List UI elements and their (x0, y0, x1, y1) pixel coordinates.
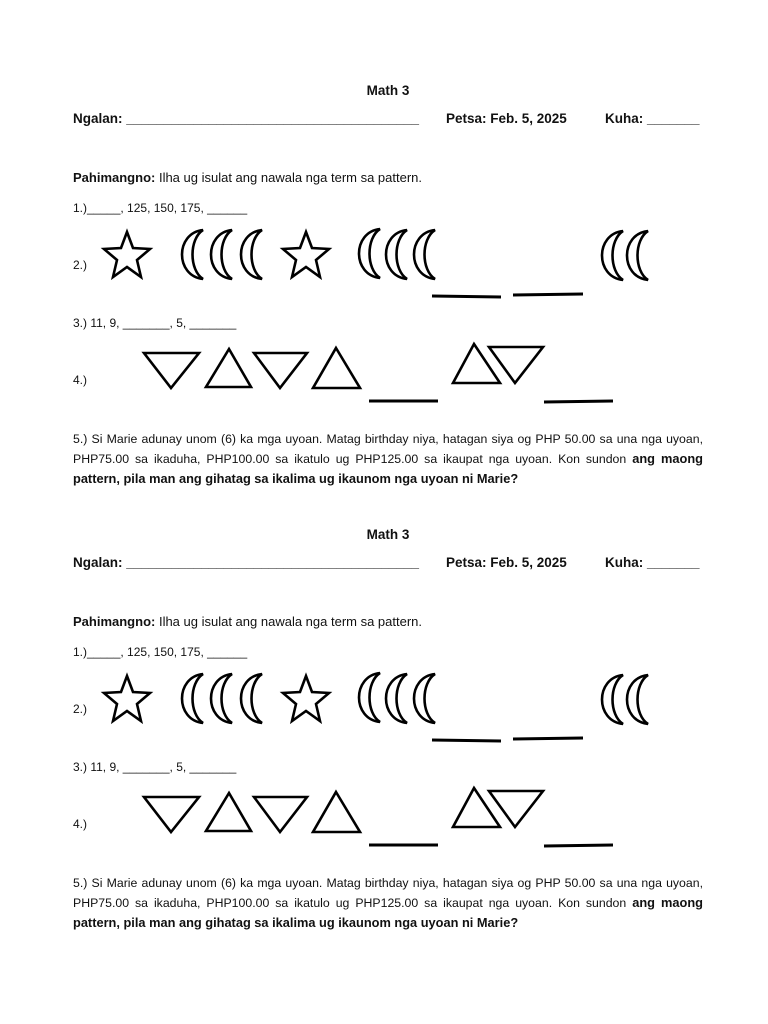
question-2-label: 2.) (73, 702, 88, 716)
score-field[interactable]: Kuha: _______ (605, 555, 700, 570)
question-3[interactable]: 3.) 11, 9, _______, 5, _______ (73, 760, 237, 774)
instruction-text: Ilha ug isulat ang nawala nga term sa pattern. (155, 170, 423, 185)
triangle-down-icon (254, 353, 307, 388)
answer-blank[interactable] (432, 296, 501, 297)
triangle-down-icon (254, 797, 307, 832)
question-1[interactable]: 1.)_____, 125, 150, 175, ______ (73, 201, 248, 215)
answer-blank[interactable] (513, 738, 583, 739)
triangle-up-icon (206, 349, 251, 387)
triangle-up-icon (453, 344, 500, 383)
date-label: Petsa: Feb. 5, 2025 (446, 555, 567, 570)
moon-icon (241, 230, 262, 279)
worksheet-title: Math 3 (366, 527, 410, 542)
answer-blank[interactable] (513, 294, 583, 295)
name-field[interactable]: Ngalan: _______________________________________ (73, 555, 420, 570)
question-3[interactable]: 3.) 11, 9, _______, 5, _______ (73, 316, 237, 330)
question-5-bold-text: ang maong pattern, pila man ang gihatag sa ikalima ug ikaunom nga uyoan ni Marie? (73, 451, 703, 486)
moon-icon (182, 230, 203, 279)
triangle-up-icon (313, 348, 360, 388)
moon-icon (414, 674, 435, 723)
question-5-bold-text: ang maong pattern, pila man ang gihatag sa ikalima ug ikaunom nga uyoan ni Marie? (73, 895, 703, 930)
star-icon (104, 676, 150, 721)
triangle-up-icon (313, 792, 360, 832)
moon-icon (386, 230, 407, 279)
question-4-label: 4.) (73, 373, 88, 387)
star-icon (104, 232, 150, 277)
instruction-label: Pahimangno: (73, 614, 156, 629)
moon-icon (414, 230, 435, 279)
worksheet-2 (0, 444, 768, 930)
question-4-label: 4.) (73, 817, 88, 831)
question-1[interactable]: 1.)_____, 125, 150, 175, ______ (73, 645, 248, 659)
question-5-text: 5.) Si Marie adunay unom (6) ka mga uyoan. Matag birthday niya, hatagan siya og PHP 50.00 sa una nga uyoan, PHP75.00 sa ikaduha, PHP100.00 sa ikatulo ug PHP125.00 sa ikaupat nga uyoan. Kon sundon (73, 432, 703, 466)
name-field[interactable]: Ngalan: _______________________________________ (73, 111, 420, 126)
moon-icon (211, 674, 232, 723)
score-field[interactable]: Kuha: _______ (605, 111, 700, 126)
question-5-text: 5.) Si Marie adunay unom (6) ka mga uyoan. Matag birthday niya, hatagan siya og PHP 50.00 sa una nga uyoan, PHP75.00 sa ikaduha, PHP100.00 sa ikatulo ug PHP125.00 sa ikaupat nga uyoan. Kon sundon (73, 876, 703, 910)
answer-blank[interactable] (544, 401, 613, 402)
moon-icon (182, 674, 203, 723)
worksheet-1 (0, 0, 768, 486)
star-icon (283, 676, 329, 721)
answer-blank[interactable] (432, 740, 501, 741)
instruction-label: Pahimangno: (73, 170, 156, 185)
answer-blank[interactable] (544, 845, 613, 846)
star-icon (283, 232, 329, 277)
triangle-up-icon (453, 788, 500, 827)
question-2-label: 2.) (73, 258, 88, 272)
moon-icon (359, 229, 380, 278)
moon-icon (627, 231, 648, 280)
triangle-up-icon (206, 793, 251, 831)
moon-icon (627, 675, 648, 724)
moon-icon (602, 675, 623, 724)
moon-icon (211, 230, 232, 279)
worksheet-title: Math 3 (366, 83, 410, 98)
triangle-down-icon (144, 797, 199, 832)
moon-icon (602, 231, 623, 280)
shape-patterns (0, 444, 768, 884)
date-label: Petsa: Feb. 5, 2025 (446, 111, 567, 126)
shape-patterns (0, 0, 768, 440)
moon-icon (241, 674, 262, 723)
moon-icon (386, 674, 407, 723)
triangle-down-icon (144, 353, 199, 388)
moon-icon (359, 673, 380, 722)
instruction-text: Ilha ug isulat ang nawala nga term sa pattern. (155, 614, 423, 629)
